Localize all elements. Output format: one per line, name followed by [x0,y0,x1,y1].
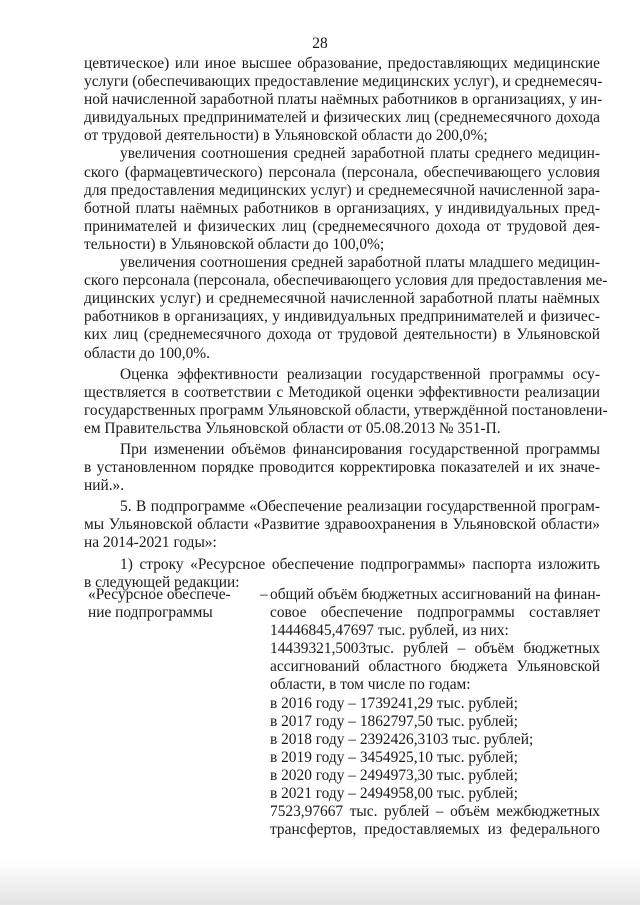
text-line: на 2014-2021 годы»: [84,534,217,552]
value-line: в 2018 году – 2392426,3103 тыс. рублей; [270,730,534,748]
text-line: увеличения соотношения средней заработной платы младшего медицин- [120,254,600,272]
value-line: области, в том числе по годам: [270,676,471,694]
label-line: ние подпрограммы [88,604,213,622]
value-line: в 2017 году – 1862797,50 тыс. рублей; [270,712,518,730]
text-line: работников в организациях, у индивидуальных предпринимателей и физичес- [84,308,600,326]
text-line: дицинских услуг) и среднемесячной начисленной заработной платы наёмных [84,290,600,308]
text-line: ний.». [84,477,125,495]
paragraph-4 [84,365,608,438]
table-label [88,586,256,622]
value-line: в 2021 году – 2494958,00 тыс. рублей; [270,785,518,803]
value-line: ассигнований областного бюджета Ульяновской [270,658,600,676]
text-line: от трудовой деятельности) в Ульяновской области до 200,0%; [84,127,488,145]
text-line: ботной платы наёмных работников в организациях, у индивидуальных пред- [84,199,600,217]
text-line: для предоставления медицинских услуг) и среднемесячной начисленной зара- [84,181,600,199]
value-line: 14446845,47697 тыс. рублей, из них: [270,622,509,640]
text-line: 5. В подпрограмме «Обеспечение реализации государственной програм- [120,498,600,516]
table-dash: – [260,586,268,603]
paragraph-3 [84,254,608,363]
value-line: совое обеспечение подпрограммы составляет [270,604,600,622]
text-line: цевтическое) или иное высшее образование, предоставляющих медицинские [84,55,600,72]
text-line: Оценка эффективности реализации государственной программы осу- [120,365,600,383]
value-line: общий объём бюджетных ассигнований на финан- [270,586,601,603]
text-line: в установленном порядке проводится корректировка показателей и их значе- [84,459,600,477]
text-line: ского персонала (персонала, обеспечивающего условия для предоставления ме- [84,272,608,290]
document-body [84,55,608,592]
value-line: в 2016 году – 1739241,29 тыс. рублей; [270,694,518,712]
value-line: 7523,97667 тыс. рублей – объём межбюджетных [270,803,600,821]
paragraph-2 [84,145,600,254]
text-line: 1) строку «Ресурсное обеспечение подпрограммы» паспорта изложить [120,555,600,573]
text-line: ких лиц (среднемесячного дохода от трудовой деятельности) в Ульяновской [84,326,600,344]
text-line: ем Правительства Ульяновской области от 05.08.2013 № 351-П. [84,419,501,437]
text-line: увеличения соотношения средней заработной платы среднего медицин- [120,145,600,163]
text-line: в следующей редакции: [84,573,240,591]
value-line: трансфертов, предоставляемых из федерального [270,821,600,839]
text-line: услуги (обеспечивающих предоставление медицинских услуг), и среднемесяч- [84,73,603,91]
value-line: в 2020 году – 2494973,30 тыс. рублей; [270,766,518,784]
label-line: «Ресурсное обеспече- [88,586,231,603]
text-line: государственных программ Ульяновской области, утверждённой постановлени- [84,401,608,419]
text-line: ной начисленной заработной платы наёмных работников в организациях, у ин- [84,91,603,109]
paragraph-1 [84,55,603,145]
text-line: При изменении объёмов финансирования государственной программы [120,440,600,458]
table-value [270,586,600,839]
text-line: области до 100,0%. [84,344,210,362]
text-line: мы Ульяновской области «Развитие здравоохранения в Ульяновской области» [84,516,600,534]
text-line: тельности) в Ульяновской области до 100,0%; [84,235,385,253]
paragraph-6 [84,498,600,552]
paragraph-5 [84,441,600,495]
text-line: ского (фармацевтического) персонала (персонала, обеспечивающего условия [84,163,600,181]
scan-edge-shadow [0,861,640,905]
text-line: ществляется в соответствии с Методикой оценки эффективности реализации [84,383,600,401]
text-line: дивидуальных предпринимателей и физических лиц (среднемесячного дохода [84,109,600,127]
value-line: 14439321,5003тыс. рублей – объём бюджетных [270,640,600,658]
page-number: 28 [312,35,328,52]
text-line: принимателей и физических лиц (среднемесячного дохода от трудовой дея- [84,217,600,235]
value-line: в 2019 году – 3454925,10 тыс. рублей; [270,748,518,766]
